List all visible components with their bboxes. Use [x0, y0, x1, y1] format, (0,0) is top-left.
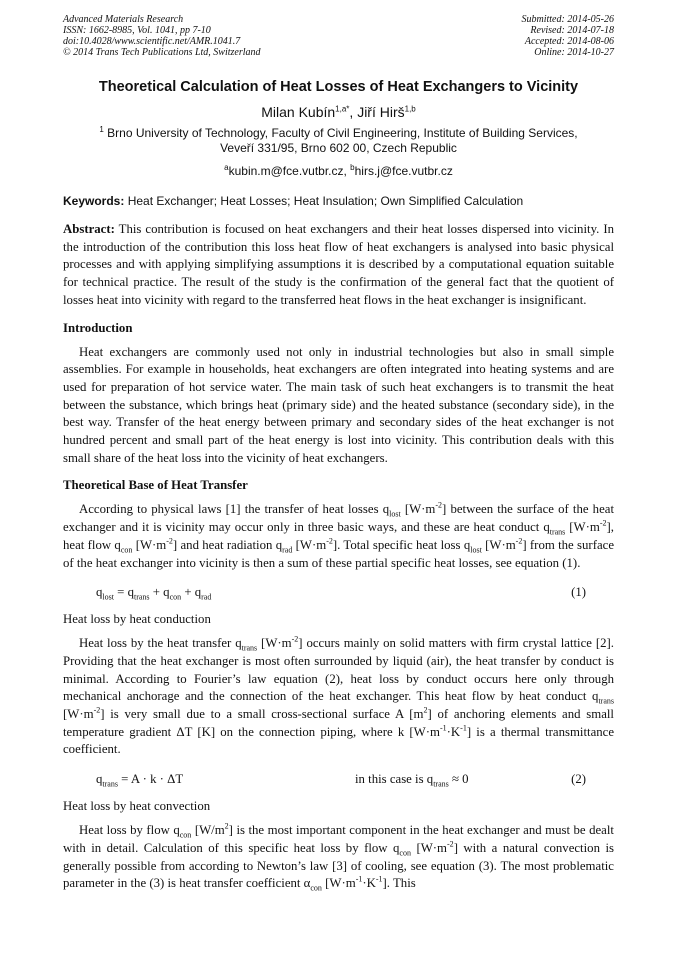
abstract-label: Abstract:	[63, 222, 115, 236]
author-2-affil: 1,b	[404, 104, 416, 114]
journal-issn: ISSN: 1662-8985, Vol. 1041, pp 7-10	[63, 25, 211, 36]
section-heading-theory: Theoretical Base of Heat Transfer	[63, 478, 248, 493]
equation-1	[63, 583, 614, 601]
equation-2	[63, 770, 614, 788]
date-online: Online: 2014-10-27	[534, 47, 614, 58]
section-heading-introduction: Introduction	[63, 320, 133, 335]
email-a[interactable]: kubin.m@fce.vutbr.cz,	[228, 164, 351, 178]
author-separator: ,	[349, 104, 358, 120]
paper-title: Theoretical Calculation of Heat Losses of Heat Exchangers to Vicinity	[98, 79, 579, 95]
date-accepted: Accepted: 2014-08-06	[524, 36, 614, 47]
affiliation-line-2: Veveří 331/95, Brno 602 00, Czech Republic	[220, 141, 457, 155]
email-mark-b: b	[350, 163, 355, 172]
equation-1-number: (1)	[571, 584, 586, 599]
author-1-affil: 1,a*	[335, 104, 350, 114]
email-b[interactable]: hirs.j@fce.vutbr.cz	[354, 164, 453, 178]
equation-1-formula: $q_{lost} = q_{trans} + q_{con} + q_{rad}$	[96, 584, 212, 602]
author-emails	[63, 164, 614, 178]
conduction-paragraph: Heat loss by the heat transfer $q_{trans}$ $[W\cdot m^{-2}]$ occurs mainly on solid matters with firm crystal lattice [2]. Providing that the heat exchanger is most often surrounded by liquid (air), the heat transfer by conduct is minimal. According to Fourier’s law equation (2), heat loss by conduct occurs here only through mechanical anchorage and the connection of the heat exchanger. This heat flow by heat conduct $q_{trans}$ $[W\cdot m^{-2}]$ is very small due to a small cross-sectional surface A $[m^2]$ of anchoring elements and small temperature gradient ΔT [K] on the connection piping, where k $[W\cdot m^{-1}\cdot K^{-1}]$ is a thermal transmittance coefficient.	[63, 634, 615, 757]
subheading-convection: Heat loss by heat convection	[63, 799, 211, 814]
author-1: Milan Kubín	[261, 104, 336, 120]
journal-doi: doi:10.4028/www.scientific.net/AMR.1041.7	[63, 36, 241, 47]
journal-copyright: © 2014 Trans Tech Publications Ltd, Switzerland	[63, 47, 261, 58]
author-2: Jiří Hirš	[357, 104, 405, 120]
paper-page	[63, 14, 614, 893]
email-mark-a: a	[224, 163, 229, 172]
journal-info	[63, 14, 261, 58]
keywords	[63, 194, 614, 208]
submission-dates	[522, 14, 615, 58]
affiliation	[63, 126, 614, 156]
abstract-text: This contribution is focused on heat exchangers and their heat losses dispersed into vicinity. In the introduction of the contribution this loss heat flow of heat exchangers is analysed into basic physical processes and with applying simplifying assumptions it is described by a computational equation suitable for technical practice. The result of the study is the confirmation of the general fact that the quotient of losses heat into vicinity with regard to the transferred heat flows in the heat exchanger is insignificant.	[63, 222, 614, 307]
equation-2-formula: $q_{trans} = A \cdot k \cdot \Delta T$	[96, 771, 184, 789]
journal-header	[63, 14, 614, 58]
equation-2-note: in this case is $q_{trans} \approx 0$	[355, 771, 469, 789]
affiliation-line-1: Brno University of Technology, Faculty of Civil Engineering, Institute of Building Services,	[103, 126, 578, 140]
subheading-conduction: Heat loss by heat conduction	[63, 612, 211, 627]
introduction-paragraph: Heat exchangers are commonly used not only in industrial technologies but also in small simple assemblies. For example in households, heat exchangers are often integrated into heating systems and are used for preparation of hot service water. The main task of such heat exchangers is to transmit the heat between the substance, which brings heat (primary side) and the heated substance (secondary side), in the best way. Transfer of the heat energy between primary and secondary sides of the heat exchanger is not hundred percent and small part of the heat energy is lost into vicinity. This contribution deals with this small share of the heat loss into the vicinity of heat exchangers.	[63, 344, 614, 465]
keywords-label: Keywords:	[63, 194, 125, 208]
journal-name: Advanced Materials Research	[63, 14, 184, 25]
affiliation-mark: 1	[99, 125, 104, 134]
abstract	[63, 221, 614, 310]
theory-paragraph-1: According to physical laws [1] the transfer of heat losses $q_{lost}$ $[W\cdot m^{-2}]$ between the surface of the heat exchanger and it is vicinity may occur only in three basic ways, and these are heat conduct $q_{trans}$ $[W\cdot m^{-2}]$, heat flow $q_{con}$ $[W\cdot m^{-2}]$ and heat radiation $q_{rad}$ $[W\cdot m^{-2}]$. Total specific heat loss $q_{lost}$ $[W\cdot m^{-2}]$ from the surface of the heat exchanger into vicinity is then a sum of these partial specific heat losses, see equation (1).	[63, 501, 614, 570]
author-list	[63, 104, 614, 120]
date-revised: Revised: 2014-07-18	[530, 25, 614, 36]
equation-2-number: (2)	[571, 771, 586, 786]
convection-paragraph: Heat loss by flow $q_{con}$ $[W/m^2]$ is the most important component in the heat exchanger and must be dealt with in detail. Calculation of this specific heat loss by flow $q_{con}$ $[W\cdot m^{-2}]$ with a natural convection is generally possible from according to Newton’s law [3] of cooling, see equation (3). The most problematic parameter in the (3) is heat transfer coefficient $\alpha_{con}$ $[W\cdot m^{-1}\cdot K^{-1}]$. This	[63, 821, 614, 893]
date-submitted: Submitted: 2014-05-26	[521, 14, 614, 25]
keywords-text: Heat Exchanger; Heat Losses; Heat Insulation; Own Simplified Calculation	[124, 194, 524, 208]
